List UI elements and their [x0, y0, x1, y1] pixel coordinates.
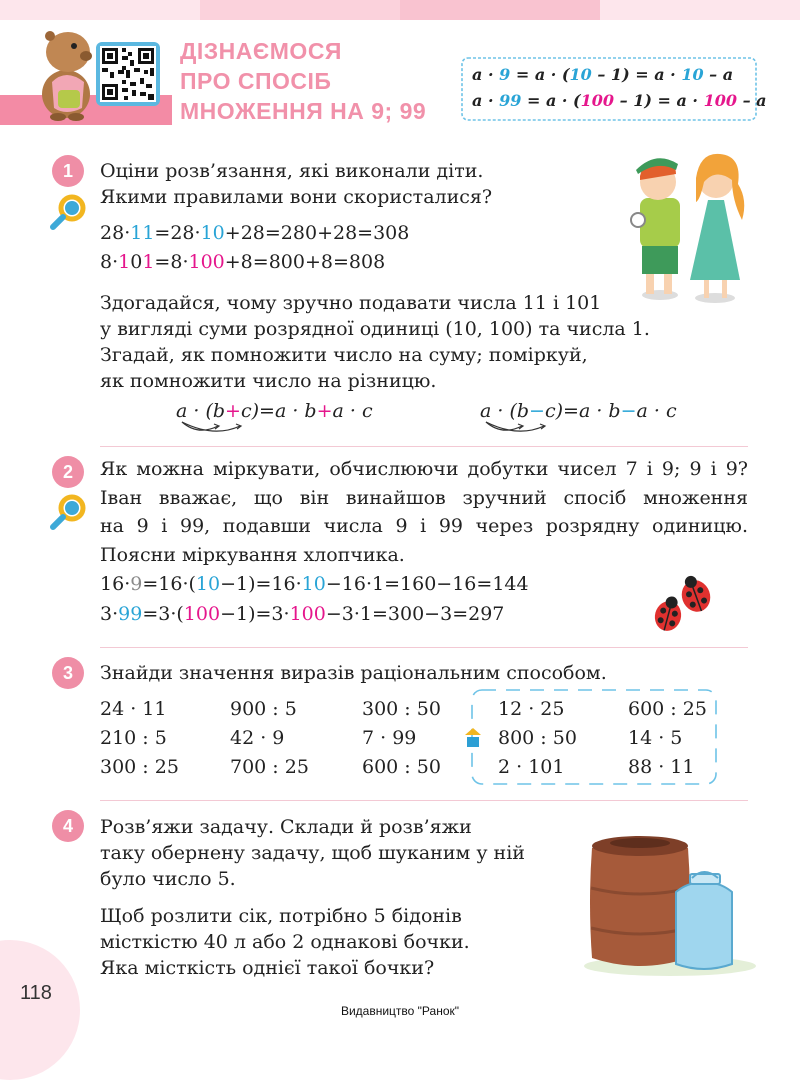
expression-cell: 210 : 5: [100, 727, 167, 749]
page-number: 118: [20, 982, 52, 1004]
top-stripe: [600, 0, 800, 20]
task-number-3: 3: [52, 657, 84, 689]
task2-paragraph-line: на 9 і 99, подавши числа 9 і 99 через розрядну одиницю.: [100, 515, 748, 537]
expression-cell: 88 · 11: [628, 756, 695, 778]
expression-cell: 12 · 25: [498, 698, 565, 720]
task2-paragraph-line: Поясни міркування хлопчика.: [100, 543, 405, 566]
distribution-arrows-icon: [482, 420, 552, 436]
expression-cell: 7 · 99: [362, 727, 417, 749]
task4-intro-line: таку обернену задачу, щоб шуканим у ній: [100, 842, 525, 864]
top-stripe: [200, 0, 400, 20]
task1-intro-line: Якими правилами вони скористалися?: [100, 186, 493, 208]
title-line: ПРО СПОСІБ: [180, 68, 332, 94]
magnifier-icon: [48, 192, 88, 232]
task1-paragraph-line: у вигляді суми розрядної одиниці (10, 100) та числа 1.: [100, 318, 650, 340]
task4-intro-line: було число 5.: [100, 868, 236, 890]
expression-cell: 600 : 25: [628, 698, 707, 720]
task2-example-1: 16·9=16·(10−1)=16·10−16·1=160−16=144: [100, 573, 529, 595]
top-stripe: [400, 0, 600, 20]
expression-cell: 900 : 5: [230, 698, 297, 720]
task4-intro-line: Розв’яжи задачу. Склади й розв’яжи: [100, 816, 472, 838]
formula-box: [470, 63, 767, 117]
task2-paragraph-line: Іван вважає, що він винайшов зручний спосіб множення: [100, 486, 748, 509]
task1-paragraph-line: як помножити число на різницю.: [100, 370, 437, 392]
task1-example-1: 28·11=28·10+28=280+28=308: [100, 222, 410, 244]
title-line: МНОЖЕННЯ НА 9; 99: [180, 98, 427, 124]
expression-cell: 800 : 50: [498, 727, 577, 749]
task1-intro-line: Оціни розв’язання, які виконали діти.: [100, 160, 484, 182]
expression-cell: 300 : 50: [362, 698, 441, 720]
expression-cell: 24 · 11: [100, 698, 167, 720]
distribution-arrows-icon: [178, 420, 248, 436]
distributive-difference-rule: a · (b−c)=a · b−a · c: [480, 400, 677, 422]
publisher-credit: Видавництво "Ранок": [340, 1004, 460, 1018]
expression-cell: 700 : 25: [230, 756, 309, 778]
top-stripe: [0, 0, 200, 20]
expression-cell: 300 : 25: [100, 756, 179, 778]
task1-paragraph-line: Здогадайся, чому зручно подавати числа 11 і 101: [100, 292, 602, 314]
expression-cell: 42 · 9: [230, 727, 285, 749]
section-title: [180, 36, 426, 126]
task-number-2: 2: [52, 456, 84, 488]
expression-cell: 14 · 5: [628, 727, 683, 749]
qr-code-icon[interactable]: [96, 42, 160, 106]
capybara-mascot-icon: [30, 22, 102, 122]
task-number-1: 1: [52, 155, 84, 187]
task2-paragraph: [100, 455, 748, 569]
task3-intro: Знайди значення виразів раціональним способом.: [100, 662, 607, 684]
formula-multiply-99: a · 99 = a · (100 – 1) = a · 100 – a: [472, 91, 767, 110]
task4-problem-line: місткістю 40 л або 2 однакові бочки.: [100, 931, 470, 953]
expression-cell: 600 : 50: [362, 756, 441, 778]
expression-cell: 2 · 101: [498, 756, 565, 778]
task1-paragraph-line: Згадай, як помножити число на суму; поміркуй,: [100, 344, 588, 366]
section-divider: [100, 647, 748, 648]
distributive-sum-rule: a · (b+c)=a · b+a · c: [176, 400, 373, 422]
magnifier-icon: [48, 492, 88, 532]
difficulty-marker-icon: [464, 728, 482, 748]
ladybugs-illustration: [648, 574, 720, 636]
section-divider: [100, 446, 748, 447]
formula-multiply-9: a · 9 = a · (10 – 1) = a · 10 – a: [472, 65, 734, 84]
task4-problem-line: Яка місткість однієї такої бочки?: [100, 957, 435, 979]
title-line: ДІЗНАЄМОСЯ: [180, 38, 342, 64]
task2-paragraph-line: Як можна міркувати, обчислюючи добутки чисел 7 і 9; 9 і 9?: [100, 458, 748, 480]
children-illustration: [620, 140, 750, 305]
section-divider: [100, 800, 748, 801]
task2-example-2: 3·99=3·(100−1)=3·100−3·1=300−3=297: [100, 603, 505, 625]
barrel-and-can-illustration: [580, 828, 760, 978]
task1-example-2: 8·101=8·100+8=800+8=808: [100, 251, 386, 273]
task4-problem-line: Щоб розлити сік, потрібно 5 бідонів: [100, 905, 462, 927]
task-number-4: 4: [52, 810, 84, 842]
